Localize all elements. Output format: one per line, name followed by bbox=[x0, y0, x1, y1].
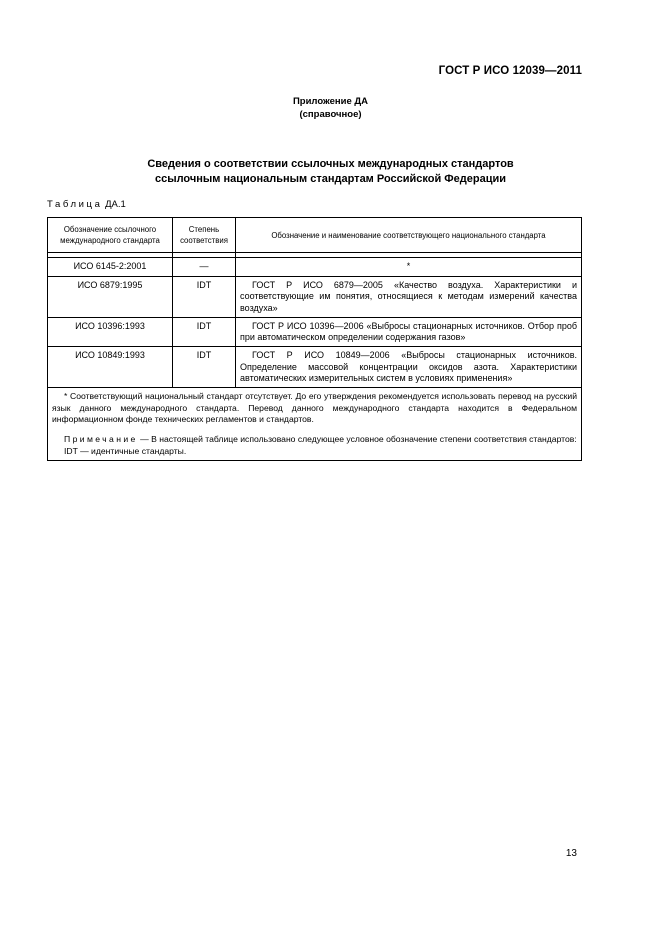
table-row bbox=[48, 317, 582, 347]
note-text: — В настоящей таблице использовано следующее условное обозначение степени соответствия стандартов: bbox=[137, 434, 577, 445]
cell-international: ИСО 6879:1995 bbox=[48, 277, 173, 318]
table-row bbox=[48, 258, 582, 277]
header-degree: Степень соответствия bbox=[173, 218, 236, 253]
table-caption-number: ДА.1 bbox=[102, 199, 126, 210]
table-caption-word: Таблица bbox=[47, 199, 103, 210]
cell-degree: — bbox=[173, 258, 236, 277]
note-label: Примечание bbox=[64, 434, 138, 445]
appendix-kind: (справочное) bbox=[299, 109, 362, 120]
section-heading bbox=[0, 157, 661, 187]
table-header-row bbox=[48, 218, 582, 253]
header-national-standard: Обозначение и наименование соответствующего национального стандарта bbox=[236, 218, 582, 253]
cell-degree: IDT bbox=[173, 317, 236, 347]
standard-code: ГОСТ Р ИСО 12039—2011 bbox=[438, 65, 582, 77]
appendix-title: Приложение ДА bbox=[292, 96, 369, 107]
table-notes bbox=[48, 388, 582, 460]
cell-degree: IDT bbox=[173, 277, 236, 318]
cell-international: ИСО 10396:1993 bbox=[48, 317, 173, 347]
page-number: 13 bbox=[565, 848, 577, 859]
table-row bbox=[48, 347, 582, 388]
note-item: IDT — идентичные стандарты. bbox=[64, 445, 187, 456]
appendix-label bbox=[0, 95, 661, 121]
heading-line-2: ссылочным национальным стандартам Российской Федерации bbox=[154, 173, 507, 185]
table-row bbox=[48, 277, 582, 318]
cell-international: ИСО 10849:1993 bbox=[48, 347, 173, 388]
correspondence-table bbox=[47, 217, 582, 461]
cell-national: ГОСТ Р ИСО 10849—2006 «Выбросы стационарных источников. Определение массовой концентрации оксидов азота. Характеристики автоматических измерительных систем в условиях применения» bbox=[236, 347, 582, 388]
table-notes-row bbox=[48, 388, 582, 460]
cell-national: ГОСТ Р ИСО 6879—2005 «Качество воздуха. Характеристики и соответствующие им понятия, относящиеся к методам измерений качества воздуха» bbox=[236, 277, 582, 318]
cell-international: ИСО 6145-2:2001 bbox=[48, 258, 173, 277]
cell-national: ГОСТ Р ИСО 10396—2006 «Выбросы стационарных источников. Отбор проб при автоматическом определении содержания газов» bbox=[236, 317, 582, 347]
table-caption bbox=[47, 199, 126, 210]
cell-national: * bbox=[236, 258, 582, 277]
heading-line-1: Сведения о соответствии ссылочных международных стандартов bbox=[147, 158, 514, 170]
note bbox=[52, 434, 577, 445]
header-international-standard: Обозначение ссылочного международного стандарта bbox=[48, 218, 173, 253]
footnote: * Соответствующий национальный стандарт отсутствует. До его утверждения рекомендуется использовать перевод на русский язык данного международного стандарта. Перевод данного международного стандарта находится в Федеральном информационном фонде технических регламентов и стандартов. bbox=[52, 391, 577, 424]
cell-degree: IDT bbox=[173, 347, 236, 388]
